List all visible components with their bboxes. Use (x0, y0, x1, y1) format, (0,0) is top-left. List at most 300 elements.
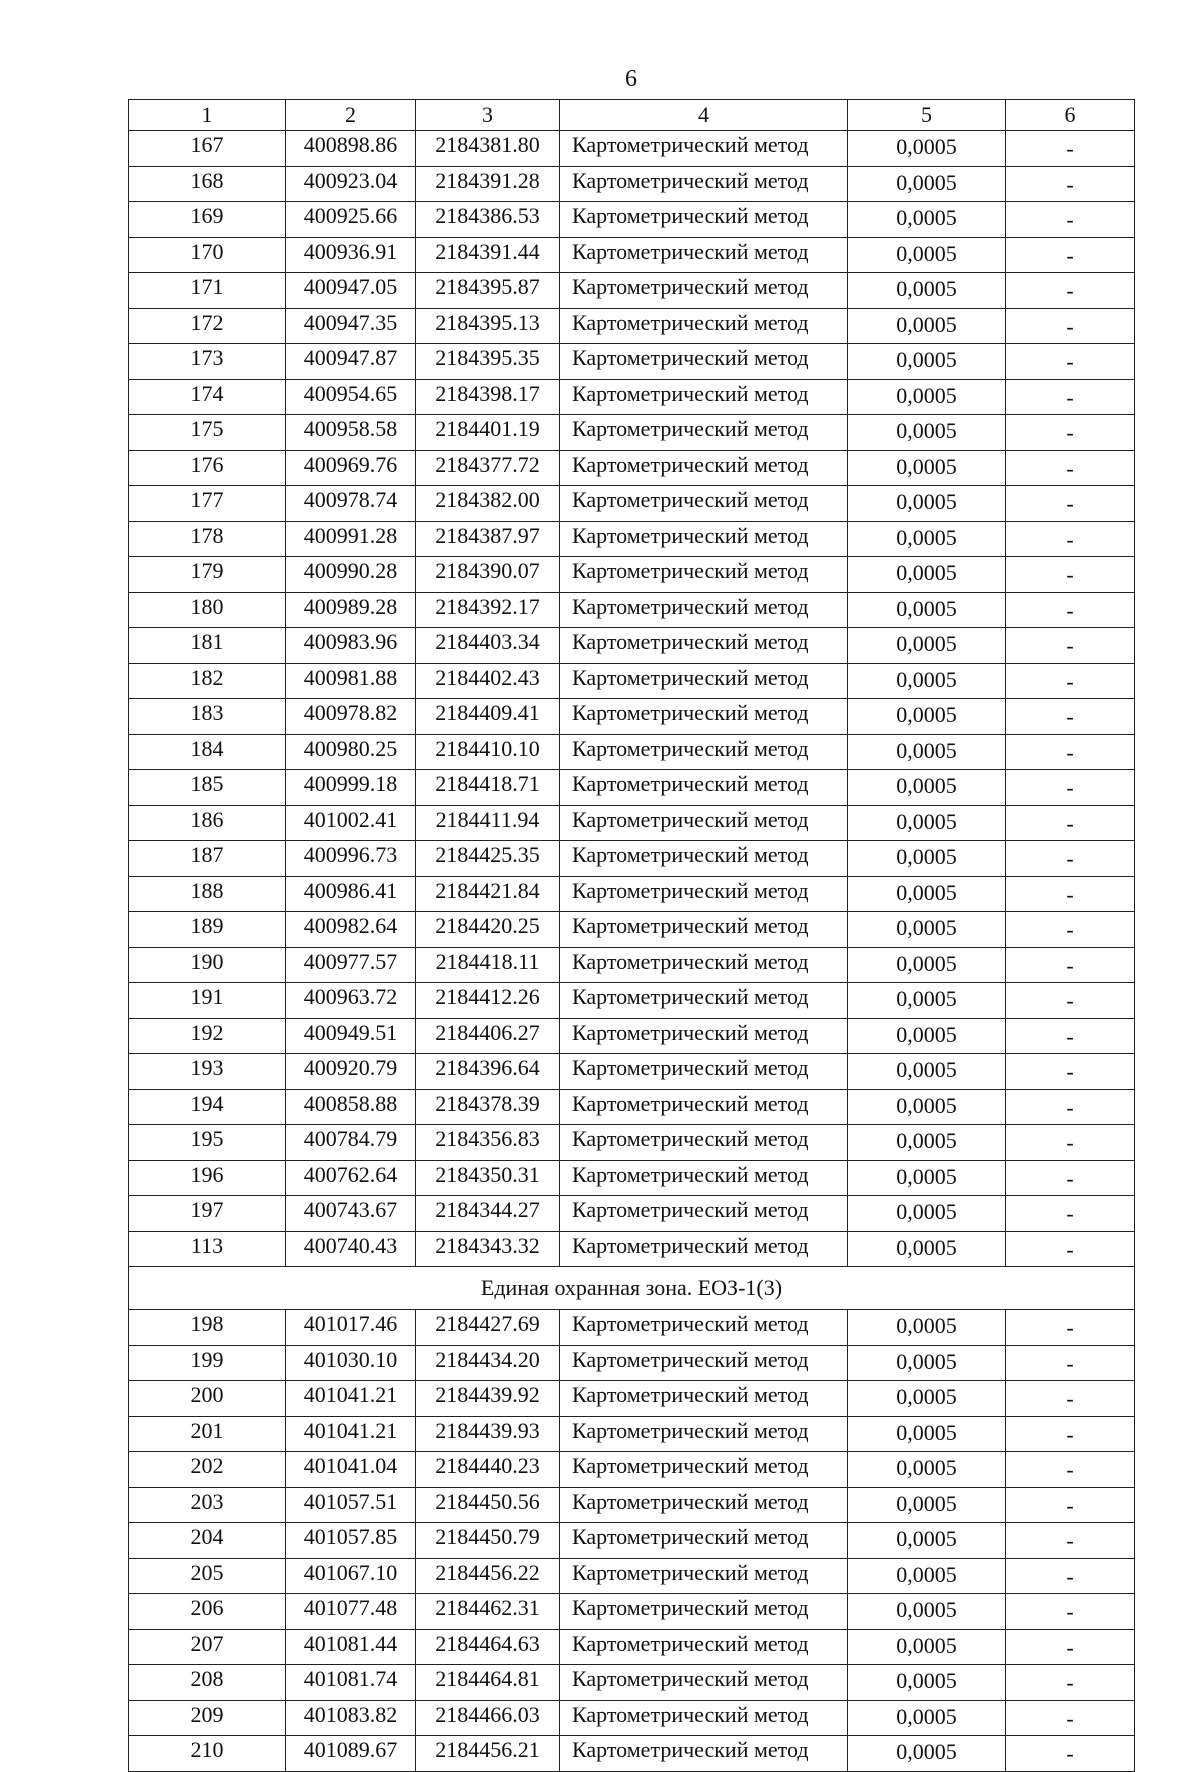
x-coordinate-cell: 400986.41 (286, 876, 416, 912)
point-number-cell: 210 (129, 1736, 286, 1772)
table-row (129, 1594, 1135, 1630)
x-coordinate-cell: 400978.82 (286, 699, 416, 735)
accuracy-cell: 0,0005 (848, 1196, 1006, 1232)
table-row (129, 344, 1135, 380)
description-cell: - (1006, 841, 1135, 877)
accuracy-cell: 0,0005 (848, 273, 1006, 309)
point-number-cell: 171 (129, 273, 286, 309)
y-coordinate-cell: 2184410.10 (416, 734, 560, 770)
description-cell: - (1006, 734, 1135, 770)
accuracy-cell: 0,0005 (848, 1089, 1006, 1125)
accuracy-cell: 0,0005 (848, 415, 1006, 451)
method-cell: Картометрический метод (560, 734, 848, 770)
point-number-cell: 209 (129, 1700, 286, 1736)
description-cell: - (1006, 521, 1135, 557)
method-cell: Картометрический метод (560, 237, 848, 273)
method-cell: Картометрический метод (560, 202, 848, 238)
table-row (129, 308, 1135, 344)
point-number-cell: 198 (129, 1310, 286, 1346)
point-number-cell: 175 (129, 415, 286, 451)
y-coordinate-cell: 2184395.87 (416, 273, 560, 309)
table-row (129, 1125, 1135, 1161)
x-coordinate-cell: 400977.57 (286, 947, 416, 983)
description-cell: - (1006, 1196, 1135, 1232)
x-coordinate-cell: 401057.51 (286, 1487, 416, 1523)
accuracy-cell: 0,0005 (848, 450, 1006, 486)
table-row (129, 1054, 1135, 1090)
description-cell: - (1006, 1054, 1135, 1090)
y-coordinate-cell: 2184464.63 (416, 1629, 560, 1665)
section-row (129, 1267, 1135, 1310)
description-cell: - (1006, 1487, 1135, 1523)
accuracy-cell: 0,0005 (848, 344, 1006, 380)
point-number-cell: 186 (129, 805, 286, 841)
description-cell: - (1006, 166, 1135, 202)
point-number-cell: 203 (129, 1487, 286, 1523)
x-coordinate-cell: 400947.05 (286, 273, 416, 309)
method-cell: Картометрический метод (560, 131, 848, 167)
table-row (129, 557, 1135, 593)
table-row (129, 876, 1135, 912)
x-coordinate-cell: 400923.04 (286, 166, 416, 202)
accuracy-cell: 0,0005 (848, 1160, 1006, 1196)
x-coordinate-cell: 400920.79 (286, 1054, 416, 1090)
description-cell: - (1006, 1160, 1135, 1196)
accuracy-cell: 0,0005 (848, 486, 1006, 522)
description-cell: - (1006, 486, 1135, 522)
point-number-cell: 206 (129, 1594, 286, 1630)
table-row (129, 1160, 1135, 1196)
y-coordinate-cell: 2184395.13 (416, 308, 560, 344)
table-row (129, 592, 1135, 628)
table-row (129, 1196, 1135, 1232)
table-row (129, 1416, 1135, 1452)
accuracy-cell: 0,0005 (848, 805, 1006, 841)
point-number-cell: 173 (129, 344, 286, 380)
method-cell: Картометрический метод (560, 1629, 848, 1665)
point-number-cell: 179 (129, 557, 286, 593)
description-cell: - (1006, 1523, 1135, 1559)
y-coordinate-cell: 2184343.32 (416, 1231, 560, 1267)
table-row (129, 770, 1135, 806)
table-row (129, 1231, 1135, 1267)
y-coordinate-cell: 2184390.07 (416, 557, 560, 593)
x-coordinate-cell: 400996.73 (286, 841, 416, 877)
description-cell: - (1006, 805, 1135, 841)
accuracy-cell: 0,0005 (848, 131, 1006, 167)
table-body (129, 100, 1135, 1772)
accuracy-cell: 0,0005 (848, 734, 1006, 770)
method-cell: Картометрический метод (560, 1089, 848, 1125)
y-coordinate-cell: 2184398.17 (416, 379, 560, 415)
method-cell: Картометрический метод (560, 628, 848, 664)
description-cell: - (1006, 699, 1135, 735)
y-coordinate-cell: 2184386.53 (416, 202, 560, 238)
x-coordinate-cell: 400898.86 (286, 131, 416, 167)
method-cell: Картометрический метод (560, 912, 848, 948)
table-row (129, 1629, 1135, 1665)
point-number-cell: 177 (129, 486, 286, 522)
accuracy-cell: 0,0005 (848, 912, 1006, 948)
table-row (129, 628, 1135, 664)
y-coordinate-cell: 2184462.31 (416, 1594, 560, 1630)
description-cell: - (1006, 1345, 1135, 1381)
point-number-cell: 172 (129, 308, 286, 344)
method-cell: Картометрический метод (560, 415, 848, 451)
table-row (129, 1487, 1135, 1523)
point-number-cell: 190 (129, 947, 286, 983)
point-number-cell: 202 (129, 1452, 286, 1488)
point-number-cell: 193 (129, 1054, 286, 1090)
table-row (129, 983, 1135, 1019)
x-coordinate-cell: 401057.85 (286, 1523, 416, 1559)
description-cell: - (1006, 1310, 1135, 1346)
table-row (129, 1310, 1135, 1346)
description-cell: - (1006, 1558, 1135, 1594)
table-row (129, 202, 1135, 238)
method-cell: Картометрический метод (560, 273, 848, 309)
table-row (129, 1523, 1135, 1559)
x-coordinate-cell: 400858.88 (286, 1089, 416, 1125)
description-cell: - (1006, 628, 1135, 664)
accuracy-cell: 0,0005 (848, 1310, 1006, 1346)
accuracy-cell: 0,0005 (848, 1125, 1006, 1161)
x-coordinate-cell: 401041.04 (286, 1452, 416, 1488)
method-cell: Картометрический метод (560, 592, 848, 628)
table-row (129, 699, 1135, 735)
x-coordinate-cell: 400949.51 (286, 1018, 416, 1054)
method-cell: Картометрический метод (560, 699, 848, 735)
method-cell: Картометрический метод (560, 1665, 848, 1701)
x-coordinate-cell: 401002.41 (286, 805, 416, 841)
description-cell: - (1006, 912, 1135, 948)
y-coordinate-cell: 2184395.35 (416, 344, 560, 380)
description-cell: - (1006, 592, 1135, 628)
accuracy-cell: 0,0005 (848, 1018, 1006, 1054)
point-number-cell: 113 (129, 1231, 286, 1267)
x-coordinate-cell: 400981.88 (286, 663, 416, 699)
y-coordinate-cell: 2184406.27 (416, 1018, 560, 1054)
accuracy-cell: 0,0005 (848, 166, 1006, 202)
y-coordinate-cell: 2184391.28 (416, 166, 560, 202)
description-cell: - (1006, 947, 1135, 983)
y-coordinate-cell: 2184403.34 (416, 628, 560, 664)
x-coordinate-cell: 401077.48 (286, 1594, 416, 1630)
accuracy-cell: 0,0005 (848, 1736, 1006, 1772)
x-coordinate-cell: 400936.91 (286, 237, 416, 273)
y-coordinate-cell: 2184439.92 (416, 1381, 560, 1417)
accuracy-cell: 0,0005 (848, 1452, 1006, 1488)
y-coordinate-cell: 2184439.93 (416, 1416, 560, 1452)
table-row (129, 1018, 1135, 1054)
description-cell: - (1006, 415, 1135, 451)
accuracy-cell: 0,0005 (848, 1231, 1006, 1267)
accuracy-cell: 0,0005 (848, 983, 1006, 1019)
table-row (129, 166, 1135, 202)
y-coordinate-cell: 2184392.17 (416, 592, 560, 628)
column-header: 4 (560, 100, 848, 131)
column-header: 6 (1006, 100, 1135, 131)
y-coordinate-cell: 2184412.26 (416, 983, 560, 1019)
y-coordinate-cell: 2184466.03 (416, 1700, 560, 1736)
description-cell: - (1006, 1018, 1135, 1054)
accuracy-cell: 0,0005 (848, 699, 1006, 735)
column-header: 5 (848, 100, 1006, 131)
point-number-cell: 168 (129, 166, 286, 202)
x-coordinate-cell: 400743.67 (286, 1196, 416, 1232)
y-coordinate-cell: 2184396.64 (416, 1054, 560, 1090)
point-number-cell: 196 (129, 1160, 286, 1196)
point-number-cell: 191 (129, 983, 286, 1019)
method-cell: Картометрический метод (560, 557, 848, 593)
accuracy-cell: 0,0005 (848, 770, 1006, 806)
table-row (129, 1452, 1135, 1488)
accuracy-cell: 0,0005 (848, 1558, 1006, 1594)
table-row (129, 1089, 1135, 1125)
point-number-cell: 199 (129, 1345, 286, 1381)
y-coordinate-cell: 2184401.19 (416, 415, 560, 451)
method-cell: Картометрический метод (560, 663, 848, 699)
point-number-cell: 194 (129, 1089, 286, 1125)
method-cell: Картометрический метод (560, 450, 848, 486)
method-cell: Картометрический метод (560, 1196, 848, 1232)
method-cell: Картометрический метод (560, 486, 848, 522)
table-row (129, 450, 1135, 486)
description-cell: - (1006, 770, 1135, 806)
section-title: Единая охранная зона. ЕОЗ-1(3) (129, 1267, 1135, 1310)
accuracy-cell: 0,0005 (848, 1629, 1006, 1665)
point-number-cell: 170 (129, 237, 286, 273)
description-cell: - (1006, 308, 1135, 344)
accuracy-cell: 0,0005 (848, 1594, 1006, 1630)
accuracy-cell: 0,0005 (848, 202, 1006, 238)
description-cell: - (1006, 557, 1135, 593)
table-row (129, 912, 1135, 948)
method-cell: Картометрический метод (560, 1416, 848, 1452)
point-number-cell: 204 (129, 1523, 286, 1559)
x-coordinate-cell: 400980.25 (286, 734, 416, 770)
y-coordinate-cell: 2184418.71 (416, 770, 560, 806)
point-number-cell: 167 (129, 131, 286, 167)
x-coordinate-cell: 400947.87 (286, 344, 416, 380)
x-coordinate-cell: 400991.28 (286, 521, 416, 557)
method-cell: Картометрический метод (560, 344, 848, 380)
table-row (129, 521, 1135, 557)
method-cell: Картометрический метод (560, 1310, 848, 1346)
accuracy-cell: 0,0005 (848, 237, 1006, 273)
method-cell: Картометрический метод (560, 805, 848, 841)
method-cell: Картометрический метод (560, 1736, 848, 1772)
y-coordinate-cell: 2184381.80 (416, 131, 560, 167)
accuracy-cell: 0,0005 (848, 1487, 1006, 1523)
point-number-cell: 205 (129, 1558, 286, 1594)
y-coordinate-cell: 2184382.00 (416, 486, 560, 522)
x-coordinate-cell: 400784.79 (286, 1125, 416, 1161)
point-number-cell: 189 (129, 912, 286, 948)
accuracy-cell: 0,0005 (848, 1381, 1006, 1417)
x-coordinate-cell: 400958.58 (286, 415, 416, 451)
table-row (129, 415, 1135, 451)
method-cell: Картометрический метод (560, 1231, 848, 1267)
table-row (129, 237, 1135, 273)
accuracy-cell: 0,0005 (848, 1523, 1006, 1559)
x-coordinate-cell: 401081.74 (286, 1665, 416, 1701)
table-row (129, 947, 1135, 983)
y-coordinate-cell: 2184440.23 (416, 1452, 560, 1488)
x-coordinate-cell: 400954.65 (286, 379, 416, 415)
method-cell: Картометрический метод (560, 1018, 848, 1054)
description-cell: - (1006, 344, 1135, 380)
description-cell: - (1006, 876, 1135, 912)
accuracy-cell: 0,0005 (848, 592, 1006, 628)
accuracy-cell: 0,0005 (848, 1054, 1006, 1090)
y-coordinate-cell: 2184456.21 (416, 1736, 560, 1772)
column-header: 2 (286, 100, 416, 131)
x-coordinate-cell: 400999.18 (286, 770, 416, 806)
table-row (129, 379, 1135, 415)
x-coordinate-cell: 400963.72 (286, 983, 416, 1019)
coordinates-table (128, 99, 1135, 1772)
accuracy-cell: 0,0005 (848, 628, 1006, 664)
description-cell: - (1006, 202, 1135, 238)
method-cell: Картометрический метод (560, 1345, 848, 1381)
accuracy-cell: 0,0005 (848, 379, 1006, 415)
description-cell: - (1006, 1629, 1135, 1665)
y-coordinate-cell: 2184434.20 (416, 1345, 560, 1381)
method-cell: Картометрический метод (560, 166, 848, 202)
y-coordinate-cell: 2184402.43 (416, 663, 560, 699)
point-number-cell: 208 (129, 1665, 286, 1701)
y-coordinate-cell: 2184425.35 (416, 841, 560, 877)
x-coordinate-cell: 400740.43 (286, 1231, 416, 1267)
description-cell: - (1006, 1594, 1135, 1630)
x-coordinate-cell: 401017.46 (286, 1310, 416, 1346)
point-number-cell: 182 (129, 663, 286, 699)
accuracy-cell: 0,0005 (848, 876, 1006, 912)
y-coordinate-cell: 2184377.72 (416, 450, 560, 486)
x-coordinate-cell: 401083.82 (286, 1700, 416, 1736)
point-number-cell: 183 (129, 699, 286, 735)
point-number-cell: 176 (129, 450, 286, 486)
x-coordinate-cell: 400989.28 (286, 592, 416, 628)
y-coordinate-cell: 2184350.31 (416, 1160, 560, 1196)
y-coordinate-cell: 2184409.41 (416, 699, 560, 735)
description-cell: - (1006, 379, 1135, 415)
table-row (129, 1558, 1135, 1594)
x-coordinate-cell: 400983.96 (286, 628, 416, 664)
table-row (129, 1665, 1135, 1701)
point-number-cell: 174 (129, 379, 286, 415)
description-cell: - (1006, 1089, 1135, 1125)
description-cell: - (1006, 450, 1135, 486)
description-cell: - (1006, 1381, 1135, 1417)
description-cell: - (1006, 1125, 1135, 1161)
description-cell: - (1006, 1416, 1135, 1452)
y-coordinate-cell: 2184456.22 (416, 1558, 560, 1594)
y-coordinate-cell: 2184387.97 (416, 521, 560, 557)
x-coordinate-cell: 401067.10 (286, 1558, 416, 1594)
table-header-row (129, 100, 1135, 131)
method-cell: Картометрический метод (560, 1160, 848, 1196)
point-number-cell: 188 (129, 876, 286, 912)
method-cell: Картометрический метод (560, 876, 848, 912)
y-coordinate-cell: 2184420.25 (416, 912, 560, 948)
accuracy-cell: 0,0005 (848, 663, 1006, 699)
table-row (129, 805, 1135, 841)
method-cell: Картометрический метод (560, 1594, 848, 1630)
method-cell: Картометрический метод (560, 521, 848, 557)
x-coordinate-cell: 401089.67 (286, 1736, 416, 1772)
method-cell: Картометрический метод (560, 1125, 848, 1161)
description-cell: - (1006, 1231, 1135, 1267)
point-number-cell: 201 (129, 1416, 286, 1452)
x-coordinate-cell: 401030.10 (286, 1345, 416, 1381)
column-header: 1 (129, 100, 286, 131)
method-cell: Картометрический метод (560, 947, 848, 983)
point-number-cell: 169 (129, 202, 286, 238)
accuracy-cell: 0,0005 (848, 947, 1006, 983)
point-number-cell: 197 (129, 1196, 286, 1232)
x-coordinate-cell: 400925.66 (286, 202, 416, 238)
table-row (129, 486, 1135, 522)
method-cell: Картометрический метод (560, 1523, 848, 1559)
description-cell: - (1006, 1700, 1135, 1736)
method-cell: Картометрический метод (560, 1558, 848, 1594)
y-coordinate-cell: 2184418.11 (416, 947, 560, 983)
accuracy-cell: 0,0005 (848, 521, 1006, 557)
table-row (129, 1381, 1135, 1417)
x-coordinate-cell: 400762.64 (286, 1160, 416, 1196)
accuracy-cell: 0,0005 (848, 1700, 1006, 1736)
point-number-cell: 207 (129, 1629, 286, 1665)
point-number-cell: 187 (129, 841, 286, 877)
description-cell: - (1006, 1665, 1135, 1701)
point-number-cell: 180 (129, 592, 286, 628)
method-cell: Картометрический метод (560, 770, 848, 806)
description-cell: - (1006, 663, 1135, 699)
point-number-cell: 185 (129, 770, 286, 806)
y-coordinate-cell: 2184356.83 (416, 1125, 560, 1161)
y-coordinate-cell: 2184411.94 (416, 805, 560, 841)
y-coordinate-cell: 2184391.44 (416, 237, 560, 273)
page-number: 6 (625, 66, 637, 92)
description-cell: - (1006, 983, 1135, 1019)
table-row (129, 1345, 1135, 1381)
point-number-cell: 178 (129, 521, 286, 557)
x-coordinate-cell: 400947.35 (286, 308, 416, 344)
accuracy-cell: 0,0005 (848, 557, 1006, 593)
y-coordinate-cell: 2184421.84 (416, 876, 560, 912)
description-cell: - (1006, 131, 1135, 167)
method-cell: Картометрический метод (560, 841, 848, 877)
x-coordinate-cell: 400982.64 (286, 912, 416, 948)
description-cell: - (1006, 237, 1135, 273)
y-coordinate-cell: 2184378.39 (416, 1089, 560, 1125)
table-row (129, 1736, 1135, 1772)
method-cell: Картометрический метод (560, 308, 848, 344)
column-header: 3 (416, 100, 560, 131)
y-coordinate-cell: 2184427.69 (416, 1310, 560, 1346)
accuracy-cell: 0,0005 (848, 841, 1006, 877)
method-cell: Картометрический метод (560, 1054, 848, 1090)
method-cell: Картометрический метод (560, 983, 848, 1019)
x-coordinate-cell: 401081.44 (286, 1629, 416, 1665)
table-row (129, 663, 1135, 699)
accuracy-cell: 0,0005 (848, 308, 1006, 344)
method-cell: Картометрический метод (560, 1381, 848, 1417)
accuracy-cell: 0,0005 (848, 1416, 1006, 1452)
description-cell: - (1006, 1736, 1135, 1772)
